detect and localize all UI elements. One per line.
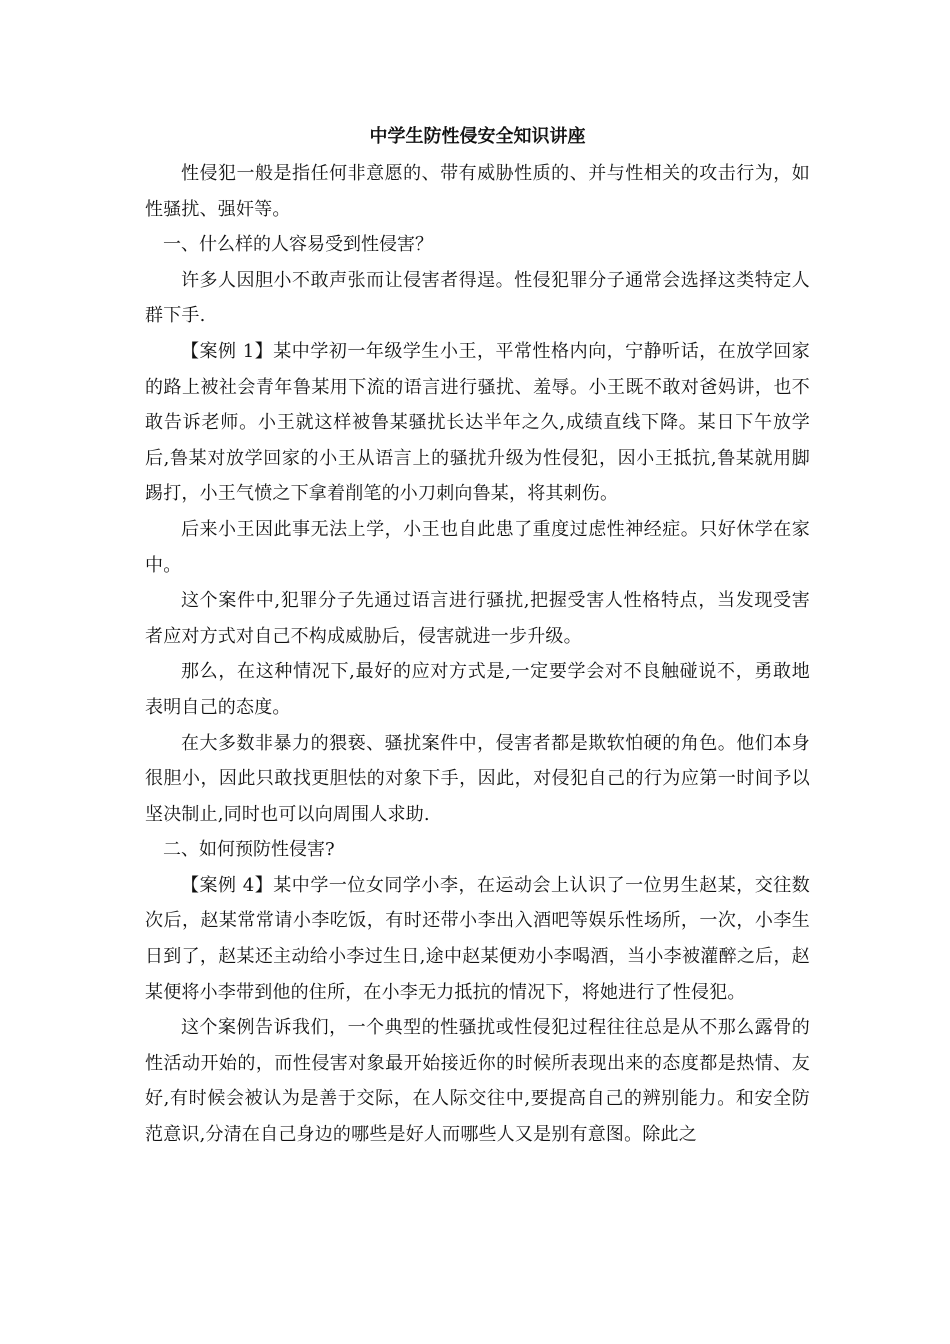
paragraph-non-violent-cases: 在大多数非暴力的猥亵、骚扰案件中，侵害者都是欺软怕硬的角色。他们本身很胆小，因此只敢找更胆怯的对象下手，因此，对侵犯自己的行为应第一时间予以坚决制止,同时也可以向周围人求助.	[145, 732, 810, 825]
paragraph-case-1-analysis: 这个案件中,犯罪分子先通过语言进行骚扰,把握受害人性格特点，当发现受害者应对方式对自己不构成威胁后，侵害就进一步升级。	[145, 590, 810, 647]
section-heading-2: 二、如何预防性侵害?	[163, 839, 335, 861]
paragraph-case-4: 【案例 4】某中学一位女同学小李，在运动会上认识了一位男生赵某，交往数次后，赵某常常请小李吃饭，有时还带小李出入酒吧等娱乐性场所，一次，小李生日到了，赵某还主动给小李过生日,途中赵某便劝小李喝酒，当小李被灌醉之后，赵某便将小李带到他的住所，在小李无力抵抗的情况下，将她进行了性侵犯。	[145, 874, 810, 1003]
paragraph-response-advice: 那么，在这种情况下,最好的应对方式是,一定要学会对不良触碰说不，勇敢地表明自己的态度。	[145, 661, 810, 718]
section-heading-1: 一、什么样的人容易受到性侵害？	[163, 234, 433, 256]
paragraph-vulnerable-people: 许多人因胆小不敢声张而让侵害者得逞。性侵犯罪分子通常会选择这类特定人群下手.	[145, 269, 810, 327]
page-title: 中学生防性侵安全知识讲座	[369, 126, 586, 147]
paragraph-case-4-analysis: 这个案例告诉我们，一个典型的性骚扰或性侵犯过程往往总是从不那么露骨的性活动开始的，而性侵害对象最开始接近你的时候所表现出来的态度都是热情、友好,有时候会被认为是善于交际，在人际交往中,要提高自己的辨别能力。和安全防范意识,分清在自己身边的哪些是好人而哪些人又是别有意图。除此之	[145, 1017, 810, 1146]
intro-paragraph: 性侵犯一般是指任何非意愿的、带有威胁性质的、并与性相关的攻击行为，如性骚扰、强奸等。	[145, 163, 810, 220]
document-page	[145, 118, 810, 1153]
paragraph-case-1: 【案例 1】某中学初一年级学生小王，平常性格内向，宁静听话，在放学回家的路上被社会青年鲁某用下流的语言进行骚扰、羞辱。小王既不敢对爸妈讲，也不敢告诉老师。小王就这样被鲁某骚扰长达半年之久,成绩直线下降。某日下午放学后,鲁某对放学回家的小王从语言上的骚扰升级为性侵犯，因小王抵抗,鲁某就用脚踢打，小王气愤之下拿着削笔的小刀刺向鲁某，将其刺伤。	[145, 340, 810, 505]
paragraph-case-1-outcome: 后来小王因此事无法上学，小王也自此患了重度过虑性神经症。只好休学在家中。	[145, 518, 810, 576]
